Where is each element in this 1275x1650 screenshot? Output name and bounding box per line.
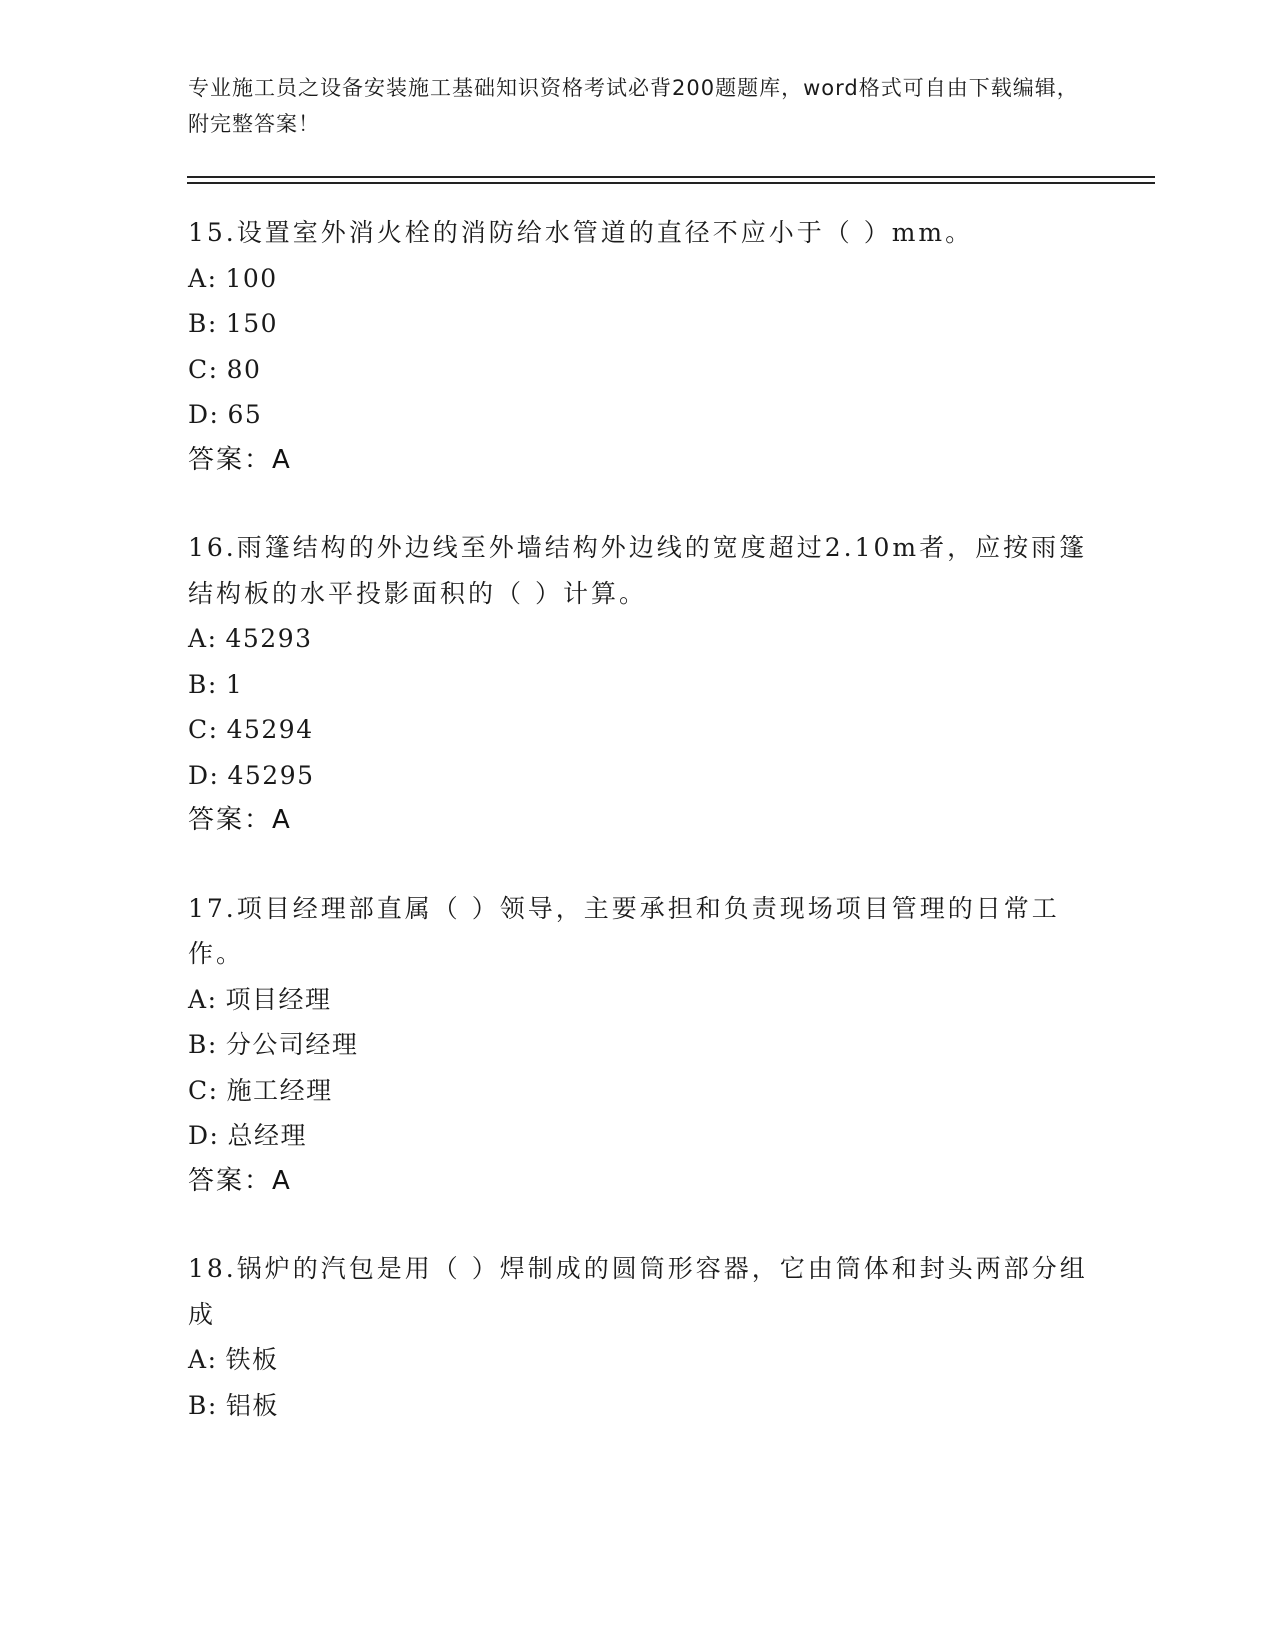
option-key: A xyxy=(188,984,208,1014)
option-separator: : xyxy=(207,263,218,293)
option-text: 150 xyxy=(225,309,279,338)
question-list xyxy=(188,210,1088,1470)
option-text: 45295 xyxy=(227,760,315,790)
option-text: 分公司经理 xyxy=(225,1030,359,1059)
option-separator: : xyxy=(209,1121,220,1150)
answer-line: 答案：A xyxy=(188,805,292,835)
option-key: B xyxy=(188,309,208,338)
document-header: 专业施工员之设备安装施工基础知识资格考试必背200题题库，word格式可自由下载编辑，附完整答案！ xyxy=(188,76,1079,136)
option-c xyxy=(188,1068,1088,1114)
option-text: 铝板 xyxy=(225,1390,279,1420)
question-stem: 16.雨篷结构的外边线至外墙结构外边线的宽度超过2.10m者，应按雨篷结构板的水平投影面积的（ ）计算。 xyxy=(188,533,1088,608)
option-b xyxy=(188,301,1088,347)
option-separator: : xyxy=(207,1390,218,1420)
option-key: B xyxy=(188,1030,208,1059)
header-divider-top xyxy=(187,176,1155,178)
option-text: 项目经理 xyxy=(225,984,332,1014)
option-text: 1 xyxy=(225,669,244,699)
header-divider-bottom xyxy=(187,182,1155,184)
option-separator: : xyxy=(209,760,220,790)
option-separator: : xyxy=(207,669,218,699)
option-key: D xyxy=(188,760,210,790)
option-text: 100 xyxy=(225,263,278,293)
option-key: D xyxy=(188,400,210,429)
option-d xyxy=(188,1113,1088,1159)
option-text: 45293 xyxy=(225,624,313,653)
option-text: 80 xyxy=(226,354,262,384)
option-d xyxy=(188,753,1088,799)
option-key: C xyxy=(188,354,209,384)
question-stem: 18.锅炉的汽包是用（ ）焊制成的圆筒形容器，它由筒体和封头两部分组成 xyxy=(188,1254,1088,1329)
option-separator: : xyxy=(209,400,220,429)
option-separator: : xyxy=(207,984,218,1014)
option-text: 施工经理 xyxy=(226,1075,333,1105)
option-a xyxy=(188,977,1088,1023)
answer-line: 答案：A xyxy=(188,1165,292,1196)
option-key: D xyxy=(188,1121,210,1150)
option-key: C xyxy=(188,715,209,744)
option-b xyxy=(188,1022,1088,1068)
option-a xyxy=(188,616,1088,662)
option-separator: : xyxy=(208,715,219,744)
question-stem: 15.设置室外消火栓的消防给水管道的直径不应小于（ ）mm。 xyxy=(188,218,974,247)
option-c xyxy=(188,707,1088,753)
option-b xyxy=(188,662,1088,708)
option-separator: : xyxy=(208,1075,219,1105)
option-separator: : xyxy=(207,1030,218,1059)
option-text: 铁板 xyxy=(225,1345,279,1374)
option-key: C xyxy=(188,1075,209,1105)
option-a xyxy=(188,1337,1088,1383)
option-separator: : xyxy=(207,1345,218,1374)
question-16 xyxy=(188,525,1088,844)
option-separator: : xyxy=(208,354,219,384)
option-key: A xyxy=(188,624,208,653)
option-d xyxy=(188,392,1088,438)
question-17 xyxy=(188,886,1088,1205)
question-18 xyxy=(188,1246,1088,1428)
option-text: 65 xyxy=(227,400,263,429)
option-key: B xyxy=(188,669,208,699)
option-b xyxy=(188,1383,1088,1429)
option-text: 45294 xyxy=(226,715,314,744)
question-15 xyxy=(188,210,1088,483)
option-separator: : xyxy=(207,309,218,338)
option-a xyxy=(188,256,1088,302)
option-text: 总经理 xyxy=(227,1121,307,1150)
question-stem: 17.项目经理部直属（ ）领导，主要承担和负责现场项目管理的日常工作。 xyxy=(188,893,1060,968)
option-separator: : xyxy=(207,624,218,653)
option-c xyxy=(188,347,1088,393)
option-key: B xyxy=(188,1390,208,1420)
option-key: A xyxy=(188,263,208,293)
option-key: A xyxy=(188,1345,208,1374)
answer-line: 答案：A xyxy=(188,444,292,475)
